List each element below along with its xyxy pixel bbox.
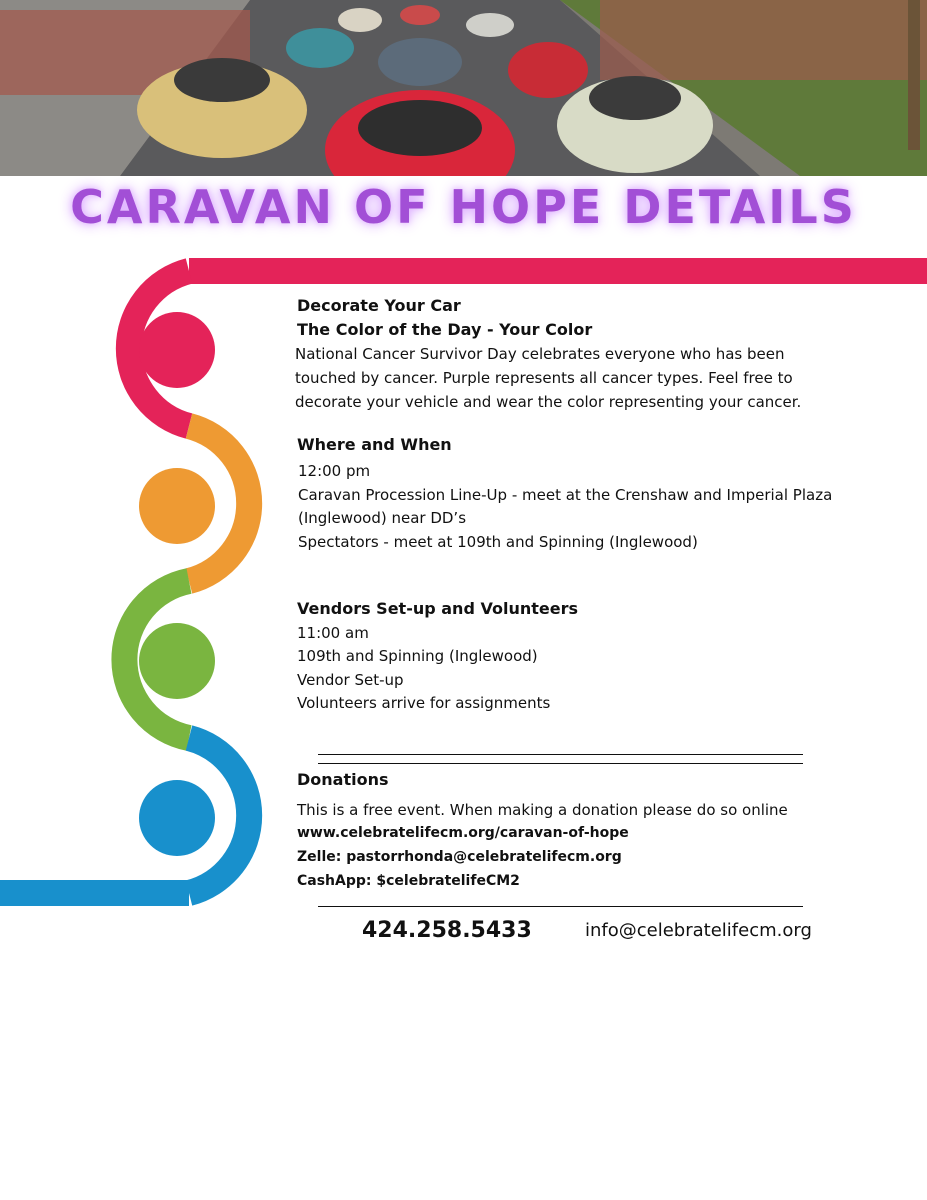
vendors-line: Vendor Set-up xyxy=(297,671,404,689)
orange-dot xyxy=(139,468,215,544)
vendors-line: 11:00 am xyxy=(297,624,369,642)
decorate-line: National Cancer Survivor Day celebrates everyone who has been xyxy=(295,345,785,363)
vendors-line: Volunteers arrive for assignments xyxy=(297,694,551,712)
vendors-line: 109th and Spinning (Inglewood) xyxy=(297,647,538,665)
divider xyxy=(318,763,803,764)
decorate-line: decorate your vehicle and wear the color representing your cancer. xyxy=(295,393,802,411)
blue-dot xyxy=(139,780,215,856)
decorate-line: touched by cancer. Purple represents all cancer types. Feel free to xyxy=(295,369,793,387)
phone-number[interactable]: 424.258.5433 xyxy=(362,918,532,943)
decorate-heading: Decorate Your Car xyxy=(297,296,461,315)
color-of-day-heading: The Color of the Day - Your Color xyxy=(297,320,593,339)
where-when-line: Caravan Procession Line-Up - meet at the Crenshaw and Imperial Plaza xyxy=(298,486,833,504)
red-dot xyxy=(139,312,215,388)
divider xyxy=(318,906,803,907)
cashapp-info: CashApp: $celebratelifeCM2 xyxy=(297,873,520,889)
where-when-line: Spectators - meet at 109th and Spinning (Inglewood) xyxy=(298,533,698,551)
color-path-decoration xyxy=(0,250,300,910)
where-when-heading: Where and When xyxy=(297,435,452,454)
where-when-line: (Inglewood) near DD’s xyxy=(298,509,467,527)
hero-image xyxy=(0,0,927,176)
where-when-line: 12:00 pm xyxy=(298,462,371,480)
zelle-info: Zelle: pastorrhonda@celebratelifecm.org xyxy=(297,849,622,865)
email-address[interactable]: info@celebratelifecm.org xyxy=(585,920,812,941)
donations-intro: This is a free event. When making a donation please do so online xyxy=(297,801,788,819)
page-title: CARAVAN OF HOPE DETAILS xyxy=(70,180,857,234)
divider xyxy=(318,754,803,755)
parade-cars-illustration xyxy=(0,0,927,176)
green-dot xyxy=(139,623,215,699)
donations-heading: Donations xyxy=(297,770,389,789)
vendors-heading: Vendors Set-up and Volunteers xyxy=(297,599,578,618)
donation-website-link[interactable]: www.celebratelifecm.org/caravan-of-hope xyxy=(297,825,629,841)
